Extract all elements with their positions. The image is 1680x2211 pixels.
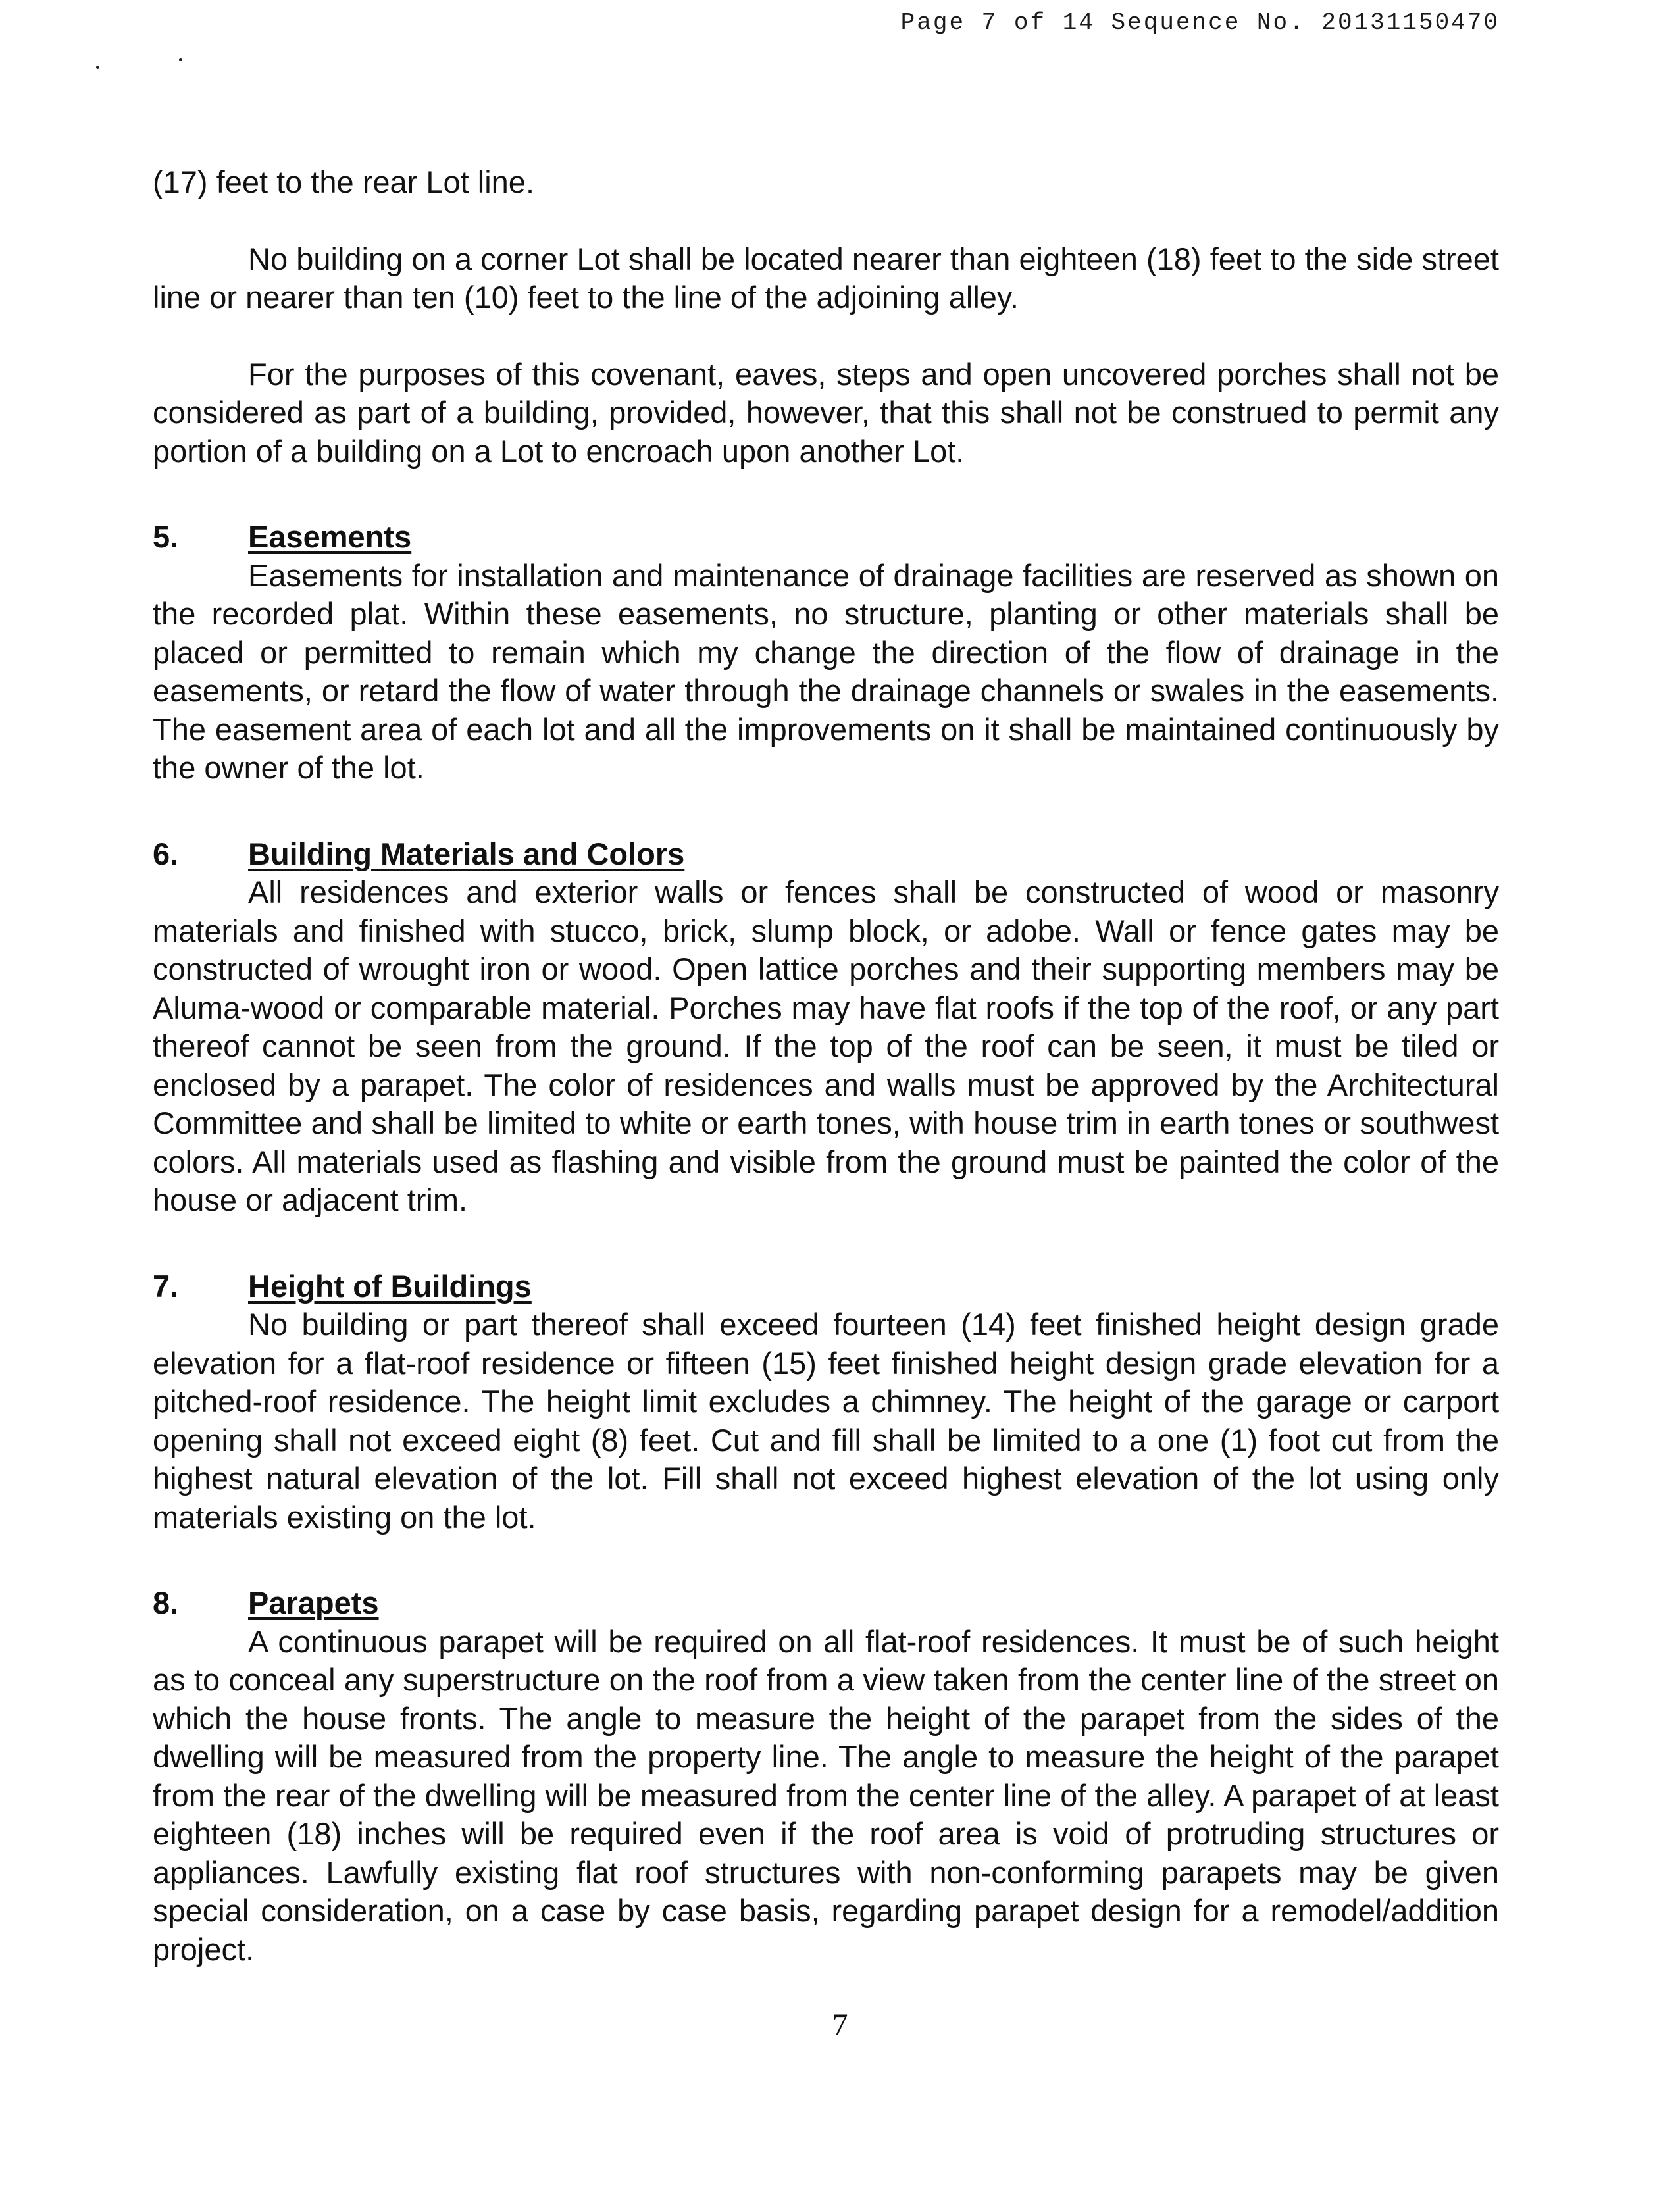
fax-header: Page 7 of 14 Sequence No. 20131150470 bbox=[900, 9, 1500, 36]
document-body bbox=[153, 163, 1499, 1969]
scan-speck bbox=[179, 58, 182, 61]
scan-speck bbox=[96, 66, 99, 69]
paragraph-corner-lot: No building on a corner Lot shall be located nearer than eighteen (18) feet to the side street line or nearer than ten (10) feet to the line of the adjoining alley. bbox=[153, 241, 1499, 315]
section-body: Easements for installation and maintenance of drainage facilities are reserved as shown on the recorded plat. Within these easements, no structure, planting or other materials shall be placed or permitted to remain which my change the direction of the flow of drainage in the easements, or retard the flow of water through the drainage channels or swales in the easements. The easement area of each lot and all the improvements on it shall be maintained continuously by the owner of the lot. bbox=[153, 557, 1499, 785]
section-heading bbox=[153, 1584, 1499, 1623]
section-heading bbox=[153, 835, 1499, 874]
section-body: All residences and exterior walls or fences shall be constructed of wood or masonry materials and finished with stucco, brick, slump block, or adobe. Wall or fence gates may be constructed of wrought iron or wood. Open lattice porches and their supporting members may be Aluma-wood or comparable material. Porches may have flat roofs if the top of the roof, or any part thereof cannot be seen from the ground. If the top of the roof can be seen, it must be tiled or enclosed by a parapet. The color of residences and walls must be approved by the Architectural Committee and shall be limited to white or earth tones, with house trim in earth tones or southwest colors. All materials used as flashing and visible from the ground must be painted the color of the house or adjacent trim. bbox=[153, 875, 1499, 1217]
section-body: No building or part thereof shall exceed fourteen (14) feet finished height design grade elevation for a flat-roof residence or fifteen (15) feet finished height design grade elevation for a pitched-roof residence. The height limit excludes a chimney. The height of the garage or carport opening shall not exceed eight (8) feet. Cut and fill shall be limited to a one (1) foot cut from the highest natural elevation of the lot. Fill shall not exceed highest elevation of the lot using only materials existing on the lot. bbox=[153, 1307, 1499, 1535]
section-heading bbox=[153, 518, 1499, 557]
section-number: 8. bbox=[153, 1585, 179, 1620]
section-easements bbox=[153, 518, 1499, 788]
continuation-paragraph: (17) feet to the rear Lot line. bbox=[153, 165, 534, 199]
section-body: A continuous parapet will be required on all flat-roof residences. It must be of such height as to conceal any superstructure on the roof from a view taken from the center line of the street on which the house fronts. The angle to measure the height of the parapet from the sides of the dwelling will be measured from the property line. The angle to measure the height of the parapet from the rear of the dwelling will be measured from the center line of the alley. A parapet of at least eighteen (18) inches will be required even if the roof area is void of protruding structures or appliances. Lawfully existing flat roof structures with non-conforming parapets may be given special consideration, on a case by case basis, regarding parapet design for a remodel/addition project. bbox=[153, 1623, 1499, 1967]
section-number: 7. bbox=[153, 1268, 179, 1304]
section-building-materials bbox=[153, 835, 1499, 1220]
section-title: Easements bbox=[248, 519, 412, 554]
section-title: Height of Buildings bbox=[248, 1268, 532, 1304]
section-parapets bbox=[153, 1584, 1499, 1969]
section-height-of-buildings bbox=[153, 1267, 1499, 1537]
paragraph-covenant-purposes: For the purposes of this covenant, eaves, steps and open uncovered porches shall not be considered as part of a building, provided, however, that this shall not be construed to permit any portion of a building on a Lot to encroach upon another Lot. bbox=[153, 356, 1499, 469]
section-number: 6. bbox=[153, 836, 179, 871]
section-number: 5. bbox=[153, 519, 179, 554]
section-title: Building Materials and Colors bbox=[248, 836, 685, 871]
section-title: Parapets bbox=[248, 1585, 379, 1620]
section-heading bbox=[153, 1267, 1499, 1306]
page-number: 7 bbox=[832, 2008, 848, 2043]
